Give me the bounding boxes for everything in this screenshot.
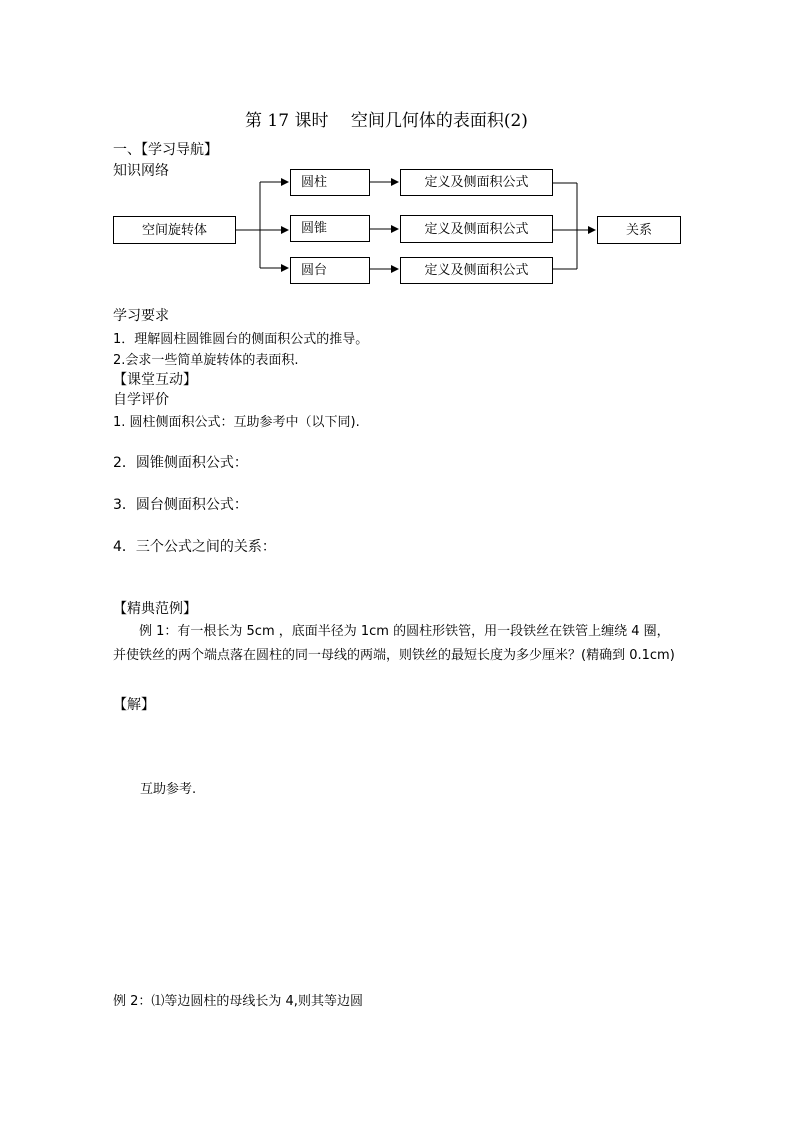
requirements-heading: 学习要求: [113, 308, 169, 324]
diagram-box-cone: 圆锥: [290, 215, 370, 242]
reference-note: 互助参考.: [140, 782, 197, 797]
example-1-text: 例 1：有一根长为 5cm ，底面半径为 1cm 的圆柱形铁管，用一段铁丝在铁管上缠绕 4 圈，并使铁丝的两个端点落在圆柱的同一母线的两端，则铁丝的最短长度为多少厘米？(精确到 0.1cm): [113, 624, 675, 663]
classroom-heading: 【课堂互动】: [113, 372, 197, 388]
section-heading-navigation: 一、【学习导航】: [113, 142, 218, 158]
diagram-box-relation: 关系: [597, 216, 681, 244]
diagram-box-definition-frustum: 定义及侧面积公式: [400, 257, 553, 284]
requirement-item: 2.会求一些简单旋转体的表面积.: [113, 353, 299, 368]
self-eval-item: 3．圆台侧面积公式：: [113, 497, 248, 513]
diagram-box-source: 空间旋转体: [113, 216, 236, 244]
diagram-connectors: [0, 0, 794, 300]
examples-heading: 【精典范例】: [113, 601, 197, 617]
example-2-text: 例 2：⑴等边圆柱的母线长为 4,则其等边圆: [113, 994, 363, 1009]
requirement-item: 1．理解圆柱圆锥圆台的侧面积公式的推导。: [113, 332, 369, 347]
diagram-box-definition-cylinder: 定义及侧面积公式: [400, 169, 553, 196]
diagram-box-cylinder: 圆柱: [290, 169, 370, 196]
self-eval-item: 1. 圆柱侧面积公式：互助参考中（以下同).: [113, 415, 360, 430]
diagram-box-frustum: 圆台: [290, 257, 370, 284]
page-title: 第 17 课时 空间几何体的表面积(2): [245, 111, 528, 131]
self-eval-item: 2．圆锥侧面积公式：: [113, 455, 248, 471]
diagram-box-definition-cone: 定义及侧面积公式: [400, 215, 553, 243]
self-eval-heading: 自学评价: [113, 392, 169, 408]
solution-label: 【解】: [113, 697, 155, 713]
self-eval-item: 4．三个公式之间的关系：: [113, 539, 276, 555]
knowledge-network-label: 知识网络: [113, 163, 169, 179]
